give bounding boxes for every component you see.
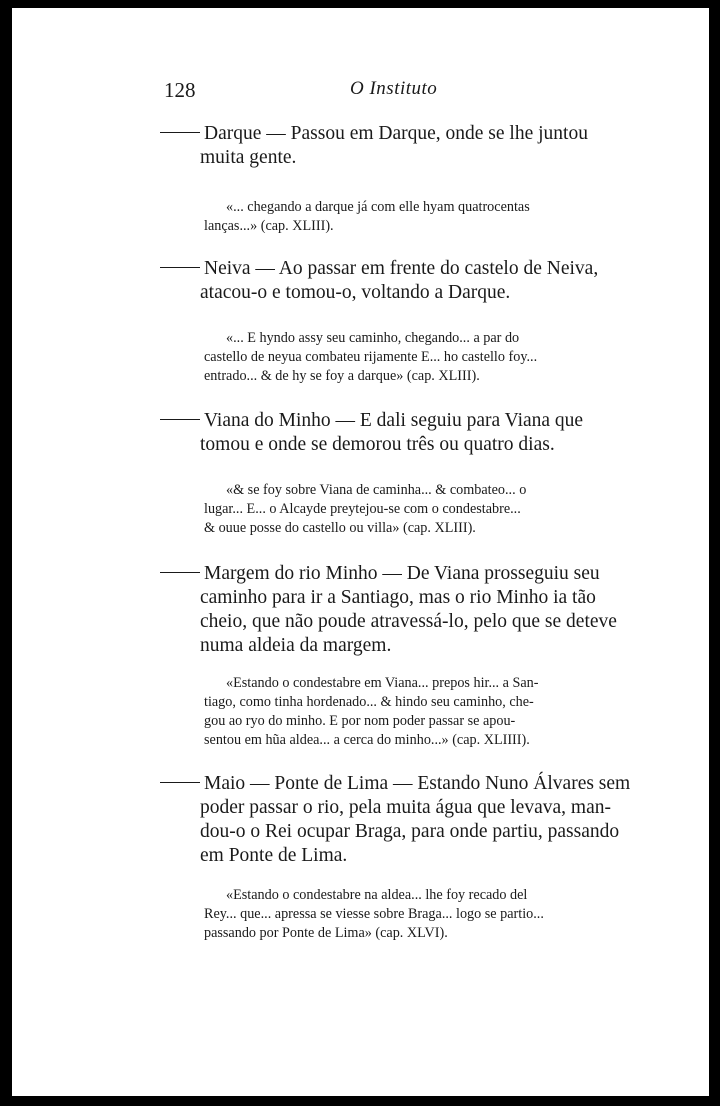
quote-line: gou ao ryo do minho. E por nom poder passar se apou-	[204, 713, 516, 729]
heading-line: Maio — Ponte de Lima — Estando Nuno Álvares sem	[204, 773, 631, 794]
quote-line: «Estando o condestabre em Viana... prepos hir... a San-	[226, 675, 539, 691]
quote-line: «Estando o condestabre na aldea... lhe foy recado del	[226, 887, 528, 903]
em-rule	[160, 267, 200, 268]
heading-line: cheio, que não poude atravessá-lo, pelo que se deteve	[200, 611, 617, 632]
em-rule	[160, 572, 200, 573]
quote-line: lanças...» (cap. XLIII).	[204, 218, 334, 234]
page-header	[164, 78, 644, 106]
quote-line: & ouue posse do castello ou villa» (cap. XLIII).	[204, 520, 476, 536]
quote-line: sentou em hũa aldea... a cerca do minho...» (cap. XLIIII).	[204, 732, 530, 748]
em-rule	[160, 419, 200, 420]
heading-line: caminho para ir a Santiago, mas o rio Minho ia tão	[200, 587, 596, 608]
entry-quote	[164, 674, 646, 750]
heading-line: atacou-o e tomou-o, voltando a Darque.	[200, 282, 511, 303]
quote-line: «& se foy sobre Viana de caminha... & combateo... o	[226, 482, 527, 498]
em-rule	[160, 132, 200, 133]
entry-viana-do-minho	[164, 409, 646, 536]
document-page	[12, 8, 709, 1096]
heading-line: poder passar o rio, pela muita água que levava, man-	[200, 797, 611, 818]
quote-line: «... E hyndo assy seu caminho, chegando... a par do	[226, 330, 520, 346]
entry-heading	[164, 122, 646, 170]
quote-line: tiago, como tinha hordenado... & hindo seu caminho, che-	[204, 694, 534, 710]
heading-line: dou-o o Rei ocupar Braga, para onde partiu, passando	[200, 821, 620, 842]
entry-quote	[164, 886, 646, 943]
em-rule	[160, 782, 200, 783]
entry-heading	[164, 257, 646, 305]
running-title: O Instituto	[350, 78, 438, 99]
page-number: 128	[164, 78, 196, 102]
quote-line: Rey... que... apressa se viesse sobre Braga... logo se partio...	[204, 906, 544, 922]
quote-line: castello de neyua combateu rijamente E... ho castello foy...	[204, 349, 538, 365]
heading-line: tomou e onde se demorou três ou quatro dias.	[200, 434, 555, 455]
entry-heading	[164, 562, 646, 658]
heading-line: Viana do Minho — E dali seguiu para Viana que	[204, 410, 584, 431]
heading-line: em Ponte de Lima.	[200, 845, 348, 866]
quote-line: entrado... & de hy se foy a darque» (cap. XLIII).	[204, 368, 480, 384]
heading-line: Margem do rio Minho — De Viana prosseguiu seu	[204, 563, 600, 584]
entry-darque	[164, 122, 646, 234]
entry-quote	[164, 329, 646, 386]
heading-line: muita gente.	[200, 147, 297, 168]
entry-heading	[164, 772, 646, 868]
quote-line: «... chegando a darque já com elle hyam quatrocentas	[226, 199, 530, 215]
quote-line: passando por Ponte de Lima» (cap. XLVI).	[204, 925, 448, 941]
entry-quote	[164, 198, 646, 236]
entry-heading	[164, 409, 646, 457]
heading-line: Darque — Passou em Darque, onde se lhe juntou	[204, 123, 588, 144]
heading-line: Neiva — Ao passar em frente do castelo de Neiva,	[204, 258, 599, 279]
quote-line: lugar... E... o Alcayde preytejou-se com o condestabre...	[204, 501, 521, 517]
entry-neiva	[164, 257, 646, 384]
entry-margem-do-rio-minho	[164, 562, 646, 748]
heading-line: numa aldeia da margem.	[200, 635, 392, 656]
entry-maio-ponte-de-lima	[164, 772, 646, 941]
entry-quote	[164, 481, 646, 538]
